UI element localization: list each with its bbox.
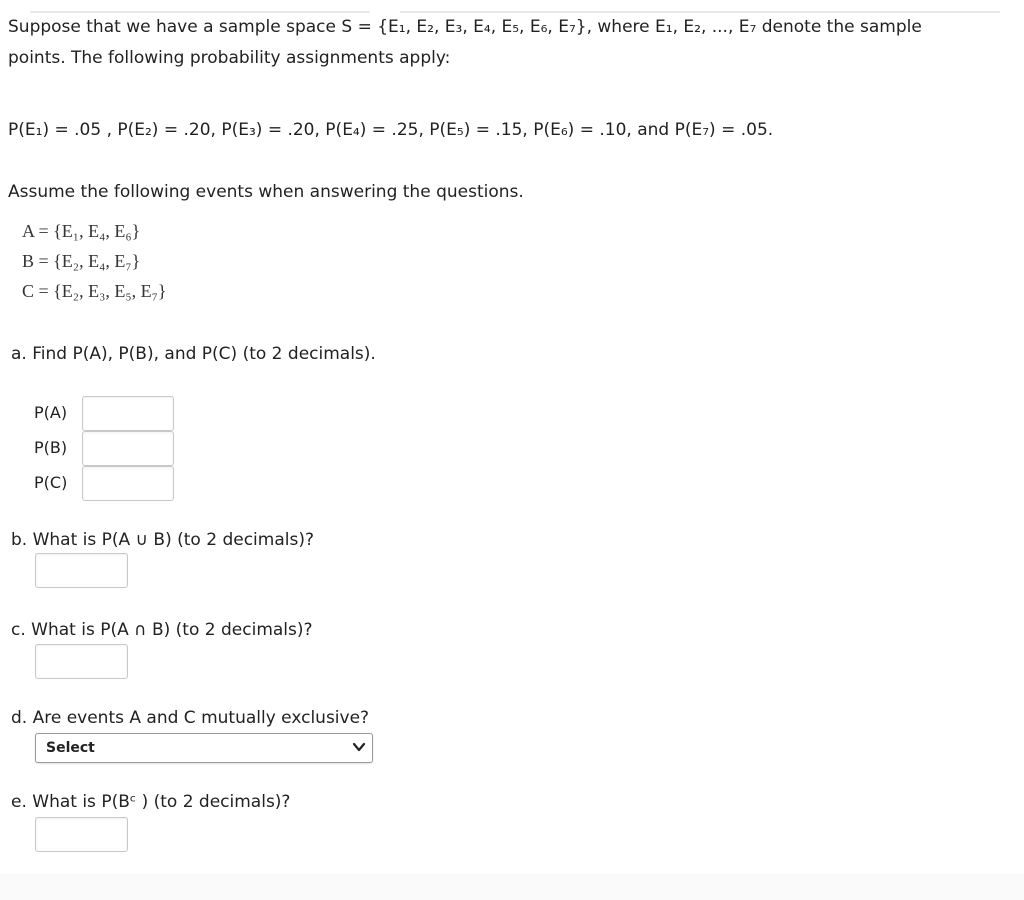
event-c-definition: C = {E₂, E₃, E₅, E₇}	[22, 281, 167, 301]
label-pc: P(C)	[34, 473, 68, 492]
label-pa: P(A)	[34, 403, 68, 422]
union-input[interactable]	[35, 553, 128, 588]
select-value: Select	[46, 740, 95, 756]
top-divider	[0, 0, 1024, 4]
question-d: d. Are events A and C mutually exclusive?	[11, 708, 370, 728]
intersection-input[interactable]	[35, 644, 128, 679]
complement-input[interactable]	[35, 817, 128, 852]
footer-band	[0, 874, 1024, 900]
pa-input[interactable]	[82, 396, 174, 431]
label-pb: P(B)	[34, 438, 68, 457]
mutually-exclusive-select[interactable]	[35, 733, 373, 763]
event-b-definition: B = {E₂, E₄, E₇}	[22, 251, 141, 271]
pc-input[interactable]	[82, 466, 174, 501]
question-b: b. What is P(A ∪ B) (to 2 decimals)?	[11, 530, 314, 550]
event-a-definition: A = {E₁, E₄, E₆}	[22, 221, 141, 241]
question-c: c. What is P(A ∩ B) (to 2 decimals)?	[11, 620, 313, 640]
probability-assignments: P(E₁) = .05 , P(E₂) = .20, P(E₃) = .20, P(E₄) = .25, P(E₅) = .15, P(E₆) = .10, and P(E₇) = .05.	[8, 120, 774, 140]
events-intro: Assume the following events when answering the questions.	[8, 182, 524, 202]
question-e: e. What is P(Bᶜ ) (to 2 decimals)?	[11, 792, 291, 812]
intro-line-1: Suppose that we have a sample space S = {E₁, E₂, E₃, E₄, E₅, E₆, E₇}, where E₁, E₂, ..., E₇ denote the sample	[8, 17, 922, 37]
intro-line-2: points. The following probability assignments apply:	[8, 48, 451, 68]
pb-input[interactable]	[82, 431, 174, 466]
chevron-down-icon	[352, 740, 366, 754]
question-a: a. Find P(A), P(B), and P(C) (to 2 decimals).	[11, 344, 376, 364]
